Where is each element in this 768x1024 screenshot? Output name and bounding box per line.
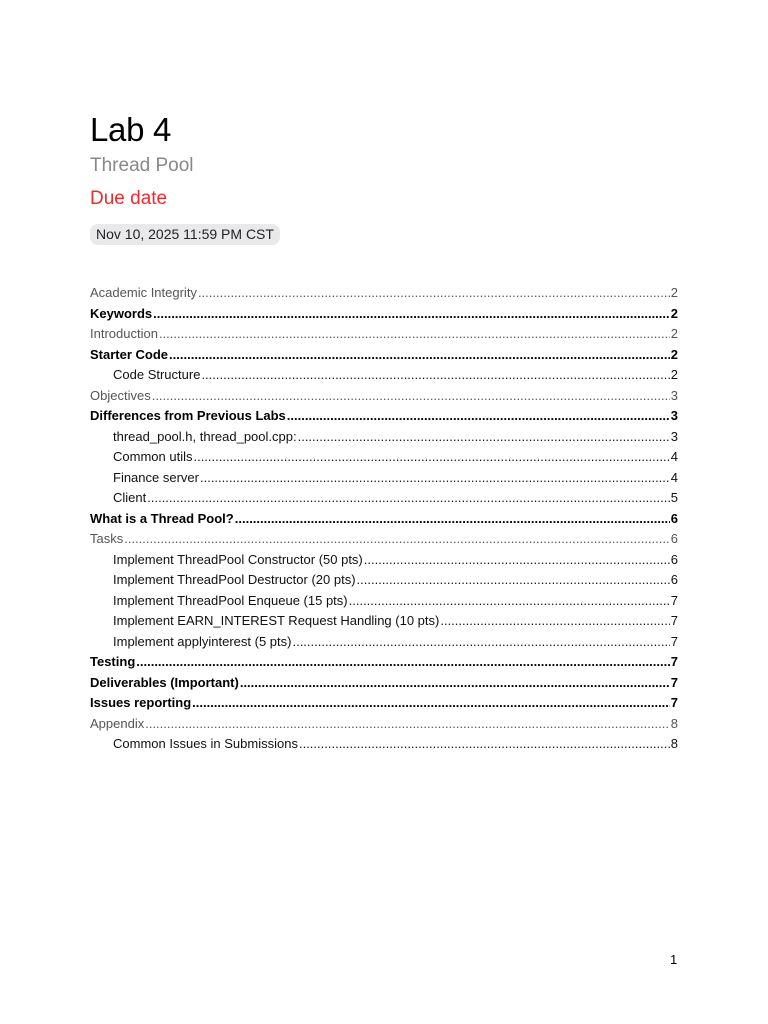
toc-entry-label[interactable]: Differences from Previous Labs [90, 408, 286, 423]
toc-entry-page[interactable]: 2 [670, 367, 678, 382]
toc-entry[interactable] [90, 283, 678, 304]
toc-entry-page[interactable]: 7 [670, 592, 678, 608]
toc-entry-label[interactable]: Common utils [113, 449, 193, 464]
toc-entry-page[interactable]: 7 [670, 695, 678, 710]
toc-entry[interactable] [90, 673, 678, 694]
toc-entry-label[interactable]: Implement EARN_INTEREST Request Handling (10 pts) [113, 613, 440, 628]
toc-dot-leader [240, 673, 670, 694]
toc-entry-page[interactable]: 8 [670, 736, 678, 751]
toc-entry[interactable] [90, 714, 678, 735]
toc-entry-page[interactable]: 2 [670, 305, 678, 321]
toc-entry-label[interactable]: Issues reporting [90, 695, 192, 710]
toc-entry-page[interactable]: 6 [670, 531, 678, 546]
toc-entry-page[interactable]: 3 [670, 387, 678, 403]
toc-entry-label[interactable]: Common Issues in Submissions [113, 736, 298, 751]
page-number: 1 [670, 952, 678, 967]
due-date-chip[interactable]: Nov 10, 2025 11:59 PM CST [90, 224, 280, 245]
toc-entry-page[interactable]: 3 [670, 428, 678, 444]
toc-entry-label[interactable]: Objectives [90, 387, 151, 403]
toc-entry-label[interactable]: Deliverables (Important) [90, 674, 239, 690]
toc-entry-label[interactable]: thread_pool.h, thread_pool.cpp: [113, 428, 297, 444]
toc-dot-leader [159, 324, 670, 345]
toc-entry-page[interactable]: 4 [670, 469, 678, 485]
toc-dot-leader [299, 734, 670, 755]
toc-dot-leader [201, 365, 669, 386]
toc-dot-leader [153, 304, 670, 325]
due-date-heading: Due date [90, 188, 168, 209]
toc-entry-page[interactable]: 2 [670, 346, 678, 362]
toc-dot-leader [440, 611, 669, 632]
toc-dot-leader [192, 693, 670, 714]
toc-dot-leader [198, 283, 670, 304]
toc-entry-label[interactable]: Client [113, 490, 147, 505]
toc-entry[interactable] [90, 304, 678, 325]
page-title: Lab 4 [90, 111, 172, 148]
toc-entry-label[interactable]: Keywords [90, 305, 153, 321]
toc-dot-leader [169, 345, 670, 366]
toc-entry-page[interactable]: 3 [670, 408, 678, 423]
toc-entry-label[interactable]: Starter Code [90, 346, 169, 362]
toc-entry[interactable] [90, 365, 678, 386]
toc-entry[interactable] [90, 468, 678, 489]
toc-entry-page[interactable]: 2 [670, 285, 678, 300]
toc-entry-label[interactable]: Tasks [90, 531, 124, 546]
toc-entry[interactable] [90, 447, 678, 468]
toc-dot-leader [193, 447, 669, 468]
page-subtitle: Thread Pool [90, 155, 194, 176]
table-of-contents [90, 283, 678, 755]
toc-entry-label[interactable]: What is a Thread Pool? [90, 510, 234, 526]
toc-entry[interactable] [90, 406, 678, 427]
toc-entry[interactable] [90, 386, 678, 407]
toc-dot-leader [152, 386, 670, 407]
toc-entry-page[interactable]: 6 [670, 551, 678, 567]
toc-entry[interactable] [90, 652, 678, 673]
toc-dot-leader [136, 652, 670, 673]
toc-entry-label[interactable]: Implement ThreadPool Destructor (20 pts) [113, 572, 356, 587]
toc-dot-leader [147, 488, 670, 509]
toc-entry[interactable] [90, 570, 678, 591]
toc-entry[interactable] [90, 488, 678, 509]
toc-entry-label[interactable]: Introduction [90, 326, 158, 341]
toc-dot-leader [145, 714, 670, 735]
toc-dot-leader [287, 406, 670, 427]
toc-dot-leader [292, 632, 669, 653]
toc-entry[interactable] [90, 345, 678, 366]
toc-dot-leader [124, 529, 670, 550]
toc-entry-label[interactable]: Code Structure [113, 367, 201, 382]
toc-entry[interactable] [90, 509, 678, 530]
toc-entry-page[interactable]: 8 [670, 715, 678, 731]
toc-entry-page[interactable]: 5 [670, 490, 678, 505]
toc-dot-leader [364, 550, 670, 571]
toc-entry[interactable] [90, 550, 678, 571]
toc-entry[interactable] [90, 734, 678, 755]
toc-entry-page[interactable]: 6 [670, 572, 678, 587]
toc-entry-page[interactable]: 4 [670, 449, 678, 464]
toc-entry-page[interactable]: 2 [670, 326, 678, 341]
toc-entry-label[interactable]: Finance server [113, 469, 199, 485]
toc-entry-page[interactable]: 6 [670, 510, 678, 526]
toc-dot-leader [349, 591, 670, 612]
toc-entry[interactable] [90, 693, 678, 714]
toc-dot-leader [298, 427, 670, 448]
toc-entry-page[interactable]: 7 [670, 674, 678, 690]
toc-entry[interactable] [90, 632, 678, 653]
toc-entry-label[interactable]: Testing [90, 654, 136, 669]
toc-dot-leader [357, 570, 670, 591]
toc-entry-page[interactable]: 7 [670, 654, 678, 669]
toc-entry[interactable] [90, 611, 678, 632]
toc-entry-label[interactable]: Implement applyinterest (5 pts) [113, 633, 292, 649]
toc-entry-label[interactable]: Academic Integrity [90, 285, 197, 300]
toc-entry[interactable] [90, 591, 678, 612]
toc-entry-label[interactable]: Implement ThreadPool Constructor (50 pts) [113, 551, 363, 567]
toc-entry-label[interactable]: Appendix [90, 715, 145, 731]
toc-entry[interactable] [90, 529, 678, 550]
toc-entry[interactable] [90, 324, 678, 345]
toc-entry-page[interactable]: 7 [670, 613, 678, 628]
toc-entry-label[interactable]: Implement ThreadPool Enqueue (15 pts) [113, 592, 348, 608]
toc-dot-leader [235, 509, 670, 530]
toc-entry[interactable] [90, 427, 678, 448]
toc-dot-leader [200, 468, 670, 489]
toc-entry-page[interactable]: 7 [670, 633, 678, 649]
